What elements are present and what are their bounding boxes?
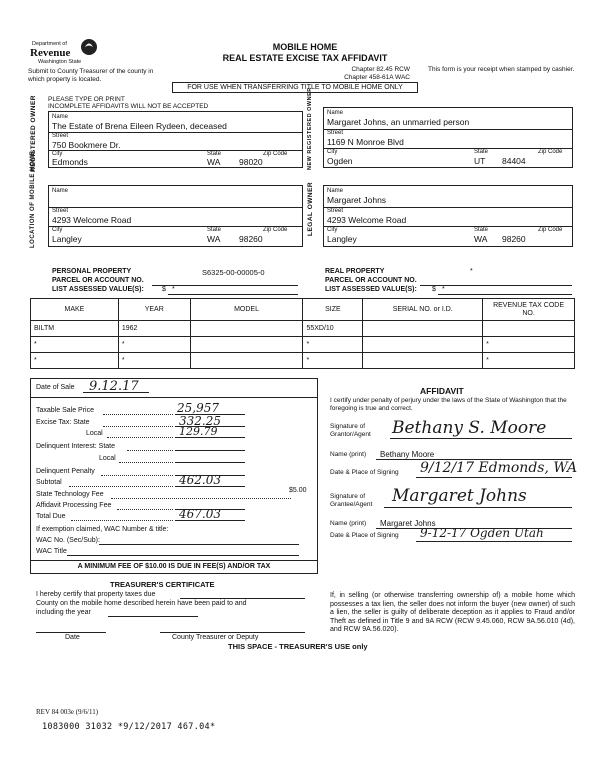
wac-no-line (99, 544, 299, 545)
total-due-label: Total Due (36, 513, 66, 520)
new-owner-name[interactable]: Margaret Johns, an unmarried person (327, 117, 470, 127)
table-cell[interactable]: * (31, 353, 119, 369)
wac-title-label: WAC Title (36, 548, 67, 555)
legal-owner-zip[interactable]: 98260 (502, 234, 526, 244)
city-label: City (327, 149, 338, 155)
dots (127, 450, 173, 451)
real-dollar: $ (432, 286, 436, 293)
form-title-1: MOBILE HOME (272, 42, 338, 52)
dor-logo (30, 38, 102, 68)
new-owner-zip[interactable]: 84404 (502, 156, 526, 166)
col-model: MODEL (190, 299, 303, 321)
processing-fee-label: Affidavit Processing Fee (36, 502, 112, 509)
zip-label: Zip Code (263, 227, 288, 233)
dots (103, 414, 173, 415)
table-cell[interactable]: * (118, 337, 190, 353)
grantor-signature-line (390, 438, 572, 439)
lien-notice: If, in selling (or otherwise transferring ownership of) a mobile home which possesses a tax lien, the seller does not inform the buyer (new owner) of such a lien, the seller is guilty of deliberate deception as it applies to Fraud and/or Theft as defined in Title 9 and 9A RCW (RCW 9.45.060, RCW 9A.56.010 (4d), and RCW 9A.56.020). (330, 592, 575, 634)
registered-owner-box (48, 111, 303, 168)
name-label: Name (327, 188, 344, 194)
dots (71, 520, 173, 521)
registered-owner-city[interactable]: Edmonds (52, 157, 88, 167)
legal-owner-box (323, 185, 573, 247)
affidavit-title: AFFIDAVIT (420, 386, 464, 396)
personal-property-label: PERSONAL PROPERTY (52, 268, 132, 275)
form-number: REV 84 003e (9/6/11) (36, 708, 99, 716)
subtotal-value[interactable]: 462.03 (179, 473, 221, 487)
treasurer-date-label: Date (65, 634, 80, 641)
date-line (83, 392, 149, 393)
table-cell[interactable] (483, 321, 575, 337)
personal-dollar: $ (162, 286, 166, 293)
state-label: State (474, 227, 489, 233)
city-label: City (327, 227, 338, 233)
grantor-name-label: Name (print) (330, 451, 367, 458)
delinquent-local-line (175, 462, 245, 463)
table-cell[interactable]: 55XD/10 (303, 321, 363, 337)
personal-parcel-number[interactable]: S6325-00-00005-0 (202, 268, 265, 277)
dots (107, 437, 173, 438)
legal-owner-name[interactable]: Margaret Johns (327, 195, 387, 205)
col-tax-code: REVENUE TAX CODE NO. (483, 299, 575, 321)
col-year: YEAR (118, 299, 190, 321)
dots (119, 462, 173, 463)
location-state[interactable]: WA (207, 234, 221, 244)
form-title-2: REAL ESTATE EXCISE TAX AFFIDAVIT (222, 53, 388, 63)
dots (117, 509, 173, 510)
grantee-name-label: Name (print) (330, 520, 367, 527)
treasurer-text-1: I hereby certify that property taxes due (36, 591, 156, 598)
street-label: Street (52, 208, 69, 214)
table-cell[interactable] (190, 321, 303, 337)
personal-value-line (168, 294, 298, 295)
legal-owner-state[interactable]: WA (474, 234, 488, 244)
grantor-name[interactable]: Bethany Moore (380, 450, 435, 459)
personal-parcel-label: PARCEL OR ACCOUNT NO. (52, 277, 144, 284)
table-cell[interactable]: * (303, 337, 363, 353)
real-value-line (438, 294, 572, 295)
dept-brand: Revenue (30, 47, 71, 59)
treasurer-date-line (36, 632, 106, 633)
registered-owner-side-label: REGISTERED OWNER (30, 95, 37, 172)
table-cell[interactable]: * (483, 353, 575, 369)
affidavit-statement: I certify under penalty of perjury under the laws of the State of Washington that the foregoing is true and correct. (330, 397, 567, 412)
chapter-1: Chapter 82.45 RCW (351, 66, 410, 73)
treasurer-year-line (108, 616, 198, 617)
new-owner-box (323, 107, 573, 168)
table-cell[interactable] (363, 337, 483, 353)
treasurer-title: TREASURER'S CERTIFICATE (110, 580, 215, 589)
street-label: Street (327, 130, 344, 136)
state-label: State (207, 151, 222, 157)
treasurer-county-line (180, 598, 305, 599)
city-label: City (52, 227, 63, 233)
treasurer-sign-line (160, 632, 305, 633)
print-instruction: PLEASE TYPE OR PRINT (48, 96, 125, 103)
grantor-date-label: Date & Place of Signing (330, 469, 399, 476)
divider (49, 132, 302, 133)
taxable-price-label: Taxable Sale Price (36, 407, 94, 414)
location-zip[interactable]: 98260 (239, 234, 263, 244)
col-size: SIZE (303, 299, 363, 321)
zip-label: Zip Code (263, 151, 288, 157)
minimum-fee-note: A MINIMUM FEE OF $10.00 IS DUE IN FEE(S) AND/OR TAX (77, 563, 271, 570)
local-line (175, 437, 245, 438)
city-label: City (52, 151, 63, 157)
table-row (31, 321, 575, 337)
location-city[interactable]: Langley (52, 234, 82, 244)
grantee-date-label: Date & Place of Signing (330, 532, 399, 539)
street-label: Street (52, 133, 69, 139)
grantee-date-place[interactable]: 9-12-17 Ogden Utah (420, 526, 544, 540)
incomplete-warning: INCOMPLETE AFFIDAVITS WILL NOT BE ACCEPTED (48, 103, 209, 110)
divider (324, 148, 572, 149)
registered-owner-zip[interactable]: 98020 (239, 157, 263, 167)
divider (49, 207, 302, 208)
zip-label: Zip Code (538, 227, 563, 233)
legal-owner-street[interactable]: 4293 Welcome Road (327, 215, 407, 225)
subtotal-line (175, 486, 245, 487)
table-cell[interactable] (190, 353, 303, 369)
use-banner (172, 82, 418, 93)
treasurer-deputy-label: County Treasurer or Deputy (172, 634, 259, 641)
dept-of-label: Department of (32, 41, 67, 47)
total-line (175, 520, 245, 521)
receipt-note: This form is your receipt when stamped by cashier. (428, 66, 575, 73)
grantee-date-line (416, 541, 572, 542)
treasurer-text-2: County on the mobile home described herein have been paid to and (36, 600, 247, 607)
table-cell[interactable] (190, 337, 303, 353)
table-row (31, 353, 575, 369)
registered-owner-state[interactable]: WA (207, 157, 221, 167)
excise-state-value[interactable]: 332.25 (179, 414, 221, 428)
location-side-label: LOCATION OF MOBILE HOME (30, 150, 36, 248)
subtotal-label: Subtotal (36, 479, 62, 486)
grantee-signature-line (384, 507, 572, 508)
dots (103, 426, 173, 427)
excise-local-value[interactable]: 129.79 (179, 425, 218, 438)
dots (69, 486, 173, 487)
table-cell[interactable]: * (483, 337, 575, 353)
tech-fee-label: State Technology Fee (36, 491, 104, 498)
table-cell[interactable] (363, 353, 483, 369)
use-banner-text: FOR USE WHEN TRANSFERRING TITLE TO MOBILE HOME ONLY (187, 84, 403, 91)
divider (324, 226, 572, 227)
excise-local-label: Local (86, 430, 103, 437)
dor-emblem-icon (80, 38, 98, 56)
total-due-value[interactable]: 467.03 (179, 507, 221, 521)
table-cell[interactable]: * (118, 353, 190, 369)
dots (111, 498, 291, 499)
date-divider (31, 397, 317, 398)
grantee-name[interactable]: Margaret Johns (380, 519, 436, 528)
delinquent-line (175, 450, 245, 451)
treasurer-space-note: THIS SPACE - TREASURER'S USE only (228, 642, 368, 651)
table-cell[interactable]: * (303, 353, 363, 369)
taxable-price-value[interactable]: 25,957 (177, 401, 219, 415)
grantor-date-place[interactable]: 9/12/17 Edmonds, WA (420, 460, 578, 476)
dept-state: Washington State (38, 59, 82, 65)
tax-computation-box (30, 378, 318, 574)
table-cell[interactable] (363, 321, 483, 337)
name-label: Name (52, 114, 69, 120)
delinquent-local-label: Local (99, 455, 116, 462)
table-cell[interactable]: BILTM (31, 321, 119, 337)
submit-note: Submit to County Treasurer of the county in which property is located. (28, 68, 154, 83)
excise-tax-label: Excise Tax: State (36, 419, 90, 426)
col-serial: SERIAL NO. or I.D. (363, 299, 483, 321)
wac-no-label: WAC No. (Sec/Sub): (36, 537, 100, 544)
grantee-signature-label: Signature of Grantee/Agent (330, 493, 373, 508)
grantee-signature[interactable]: Margaret Johns (392, 486, 527, 506)
col-make: MAKE (31, 299, 119, 321)
name-label: Name (327, 110, 344, 116)
real-parcel-label: PARCEL OR ACCOUNT NO. (325, 277, 417, 284)
location-street[interactable]: 4293 Welcome Road (52, 215, 132, 225)
mobile-home-table (30, 298, 575, 369)
date-of-sale-label: Date of Sale (36, 384, 75, 391)
new-owner-state[interactable]: UT (474, 156, 486, 166)
registered-owner-street[interactable]: 750 Bookmere Dr. (52, 140, 121, 150)
state-label: State (207, 227, 222, 233)
personal-assessed-label: LIST ASSESSED VALUE(S): (52, 286, 144, 293)
table-cell[interactable]: 1962 (118, 321, 190, 337)
divider (324, 207, 572, 208)
table-row (31, 337, 575, 353)
treasurer-text-3: including the year (36, 609, 91, 616)
table-cell[interactable]: * (31, 337, 119, 353)
delinquent-interest-label: Delinquent Interest: State (36, 443, 115, 450)
new-owner-street[interactable]: 1169 N Monroe Blvd (327, 137, 404, 147)
name-label: Name (52, 188, 69, 194)
zip-label: Zip Code (538, 149, 563, 155)
delinquent-penalty-label: Delinquent Penalty (36, 468, 95, 475)
street-label: Street (327, 208, 344, 214)
legal-owner-side-label: LEGAL OWNER (307, 181, 314, 236)
registered-owner-name[interactable]: The Estate of Brena Eileen Rydeen, deceased (52, 121, 227, 131)
grantor-signature[interactable]: Bethany S. Moore (392, 418, 547, 438)
divider (324, 129, 572, 130)
real-asterisk-2: * (442, 286, 445, 293)
table-header-row (31, 299, 575, 321)
personal-asterisk: * (172, 286, 175, 293)
exemption-label: If exemption claimed, WAC Number & title: (36, 526, 169, 533)
min-fee-divider (31, 560, 317, 561)
legal-owner-city[interactable]: Langley (327, 234, 357, 244)
real-assessed-label: LIST ASSESSED VALUE(S): (325, 286, 417, 293)
new-owner-city[interactable]: Ogden (327, 156, 353, 166)
grantor-date-line (416, 477, 572, 478)
wac-title-line (67, 555, 299, 556)
real-asterisk-1: * (470, 268, 473, 275)
date-of-sale-value[interactable]: 9.12.17 (89, 379, 139, 394)
new-owner-side-label: NEW REGISTERED OWNER (307, 87, 313, 170)
chapter-2: Chapter 458-61A WAC (344, 74, 410, 81)
grantor-signature-label: Signature of Grantor/Agent (330, 423, 371, 438)
real-property-label: REAL PROPERTY (325, 268, 385, 275)
state-label: State (474, 149, 489, 155)
tech-fee-value: $5.00 (289, 487, 307, 494)
location-box (48, 185, 303, 247)
dots (101, 475, 173, 476)
receipt-stamp: 1083000 31032 *9/12/2017 467.04* (42, 722, 216, 732)
